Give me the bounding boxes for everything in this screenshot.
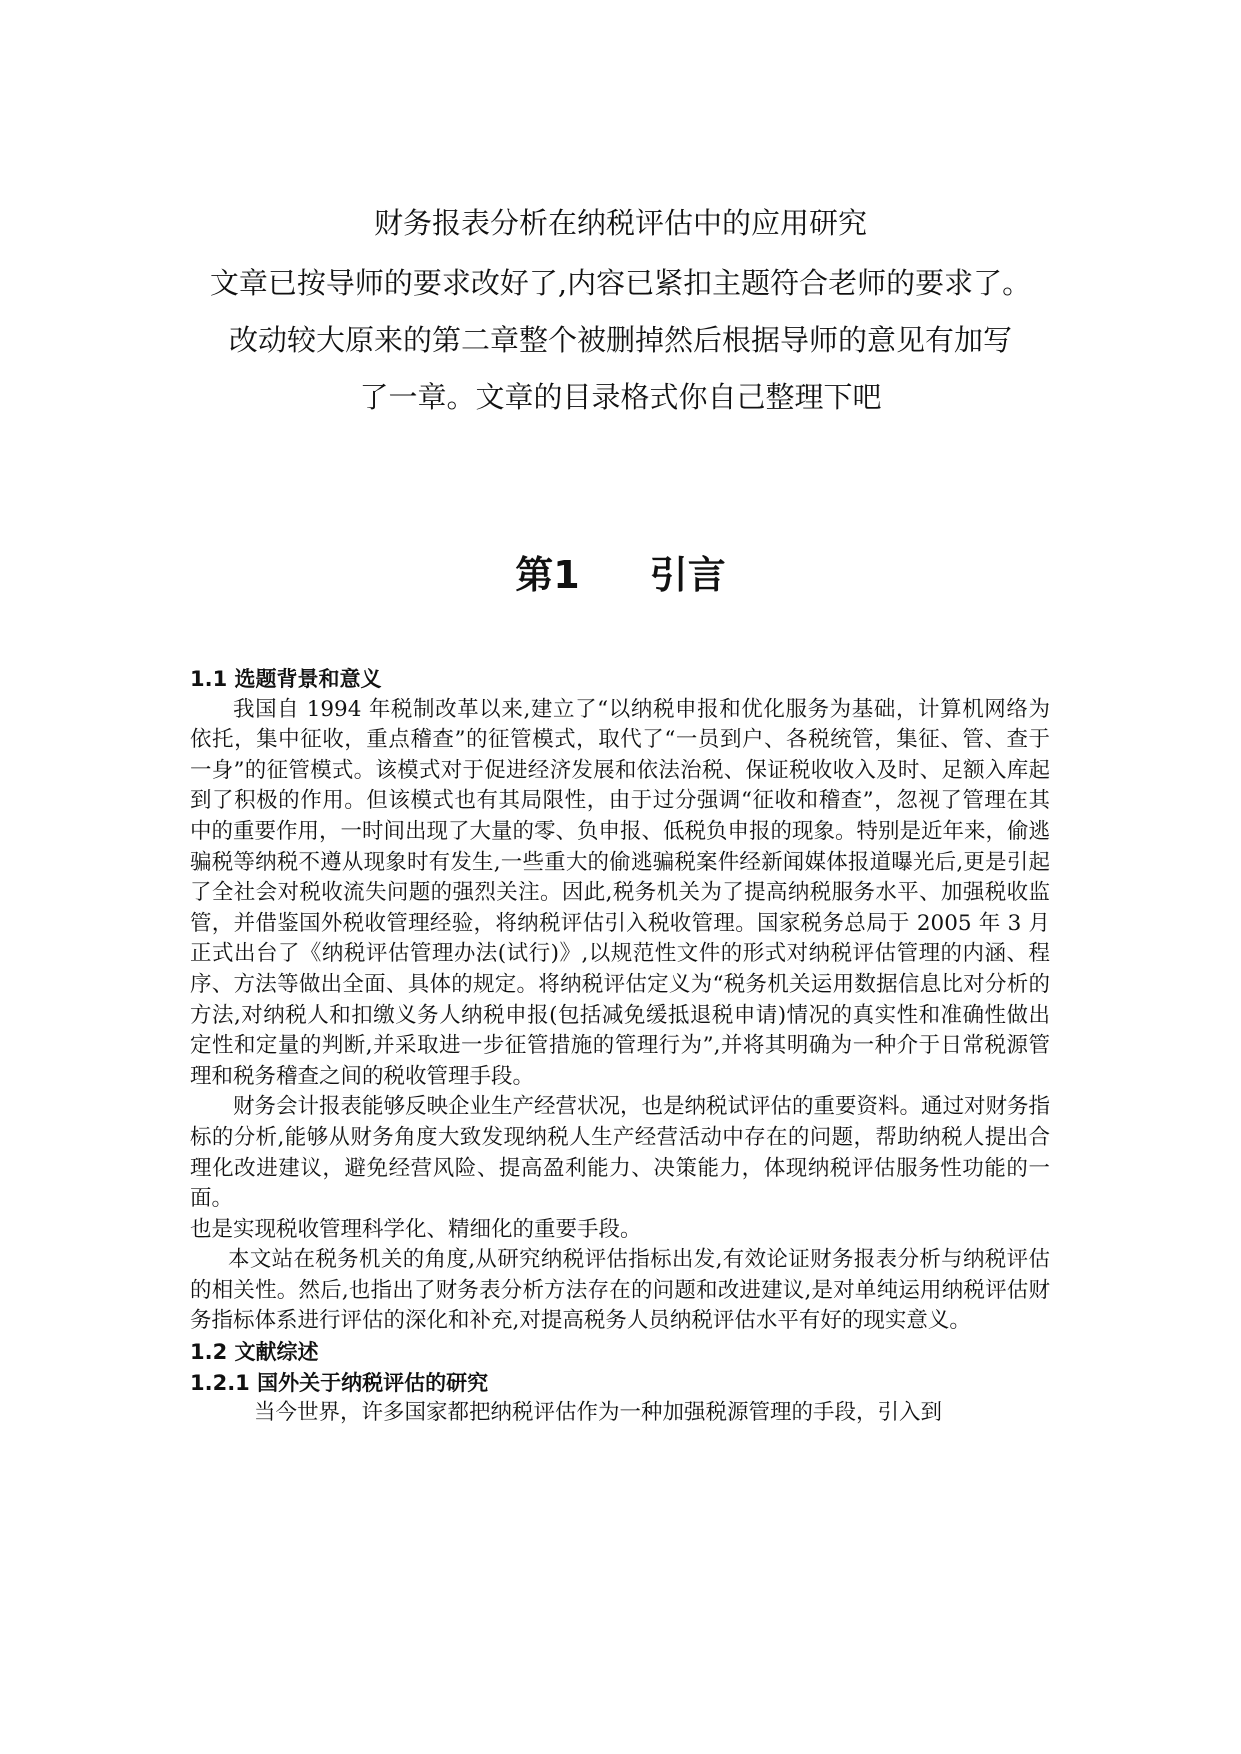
chapter-title: 引言 [649, 553, 726, 597]
paragraph: 我国自 1994 年税制改革以来,建立了“以纳税申报和优化服务为基础，计算机网络为依托，集中征收，重点稽查”的征管模式，取代了“一员到户、各税统管，集征、管、查于一身”的征管模式。该模式对于促进经济发展和依法治税、保证税收收入及时、足额入库起到了积极的作用。但该模式也有其局限性，由于过分强调“征收和稽查”，忽视了管理在其中的重要作用，一时间出现了大量的零、负申报、低税负申报的现象。特别是近年来，偷逃骗税等纳税不遵从现象时有发生,一些重大的偷逃骗税案件经新闻媒体报道曝光后,更是引起了全社会对税收流失问题的强烈关注。因此,税务机关为了提高纳税服务水平、加强税收监管，并借鉴国外税收管理经验，将纳税评估引入税收管理。国家税务总局于 2005 年 3 月正式出台了《纳税评估管理办法(试行)》,以规范性文件的形式对纳税评估管理的内涵、程序、方法等做出全面、具体的规定。将纳税评估定义为“税务机关运用数据信息比对分析的方法,对纳税人和扣缴义务人纳税申报(包括减免缓抵退税申请)情况的真实性和准确性做出定性和定量的判断,并采取进一步征管措施的管理行为”,并将其明确为一种介于日常税源管理和税务稽查之间的税收管理手段。 [190, 696, 1051, 1089]
section-heading-1-2: 1.2 文献综述 [190, 1340, 319, 1365]
revision-note-line-2: 改动较大原来的第二章整个被删掉然后根据导师的意见有加写 [228, 323, 1012, 357]
revision-note-line-3: 了一章。文章的目录格式你自己整理下吧 [359, 380, 882, 414]
paragraph: 本文站在税务机关的角度,从研究纳税评估指标出发,有效论证财务报表分析与纳税评估的相关性。然后,也指出了财务表分析方法存在的问题和改进建议,是对单纯运用纳税评估财务指标体系进行评估的深化和补充,对提高税务人员纳税评估水平有好的现实意义。 [190, 1247, 1050, 1334]
section-heading-1-2-1: 1.2.1 国外关于纳税评估的研究 [190, 1370, 489, 1395]
revision-note-line-1: 文章已按导师的要求改好了,内容已紧扣主题符合老师的要求了。 [209, 266, 1032, 300]
section-heading-1-1: 1.1 选题背景和意义 [190, 667, 382, 691]
document-title: 财务报表分析在纳税评估中的应用研究 [373, 206, 867, 240]
paragraph: 财务会计报表能够反映企业生产经营状况，也是纳税试评估的重要资料。通过对财务指标的分析,能够从财务角度大致发现纳税人生产经营活动中存在的问题，帮助纳税人提出合理化改进建议，避免经营风险、提高盈利能力、决策能力，体现纳税评估服务性功能的一面。 [190, 1094, 1051, 1212]
paragraph: 也是实现税收管理科学化、精细化的重要手段。 [190, 1216, 642, 1242]
paragraph: 当今世界，许多国家都把纳税评估作为一种加强税源管理的手段，引入到 [254, 1400, 943, 1426]
chapter-number: 第1 [515, 553, 580, 597]
body-text [190, 664, 1050, 1429]
chapter-heading [0, 550, 1241, 600]
